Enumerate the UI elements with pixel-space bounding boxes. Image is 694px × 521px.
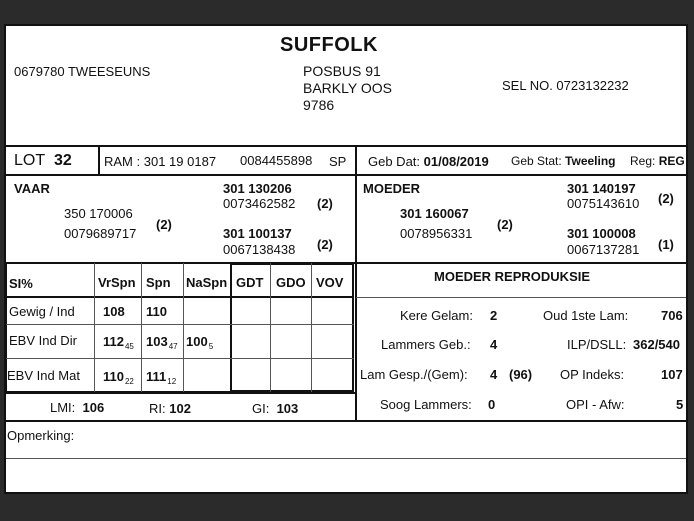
column-header-gdt: GDT (236, 275, 264, 290)
birth-status: Geb Stat: Tweeling (511, 154, 616, 168)
sire-grand-top-number: 301 130206 (223, 181, 292, 196)
dam-grand-bottom-flag: (1) (658, 237, 674, 252)
dam-grand-bottom-number: 301 100008 (567, 226, 636, 241)
sire-grand-bottom-id: 0067138438 (223, 242, 296, 257)
divider (6, 324, 354, 325)
lmi-index: LMI: 106 (50, 400, 105, 415)
ri-index: RI: 102 (149, 401, 191, 416)
lot-number: 32 (54, 152, 72, 169)
soog-value: 0 (488, 397, 496, 412)
row-label: EBV Ind Mat (7, 368, 80, 383)
column-header-vrspn: VrSpn (98, 275, 136, 290)
breed-title: SUFFOLK (280, 34, 378, 56)
cell-vrspn-count: 45 (124, 342, 134, 351)
divider (6, 420, 686, 422)
oud-lam-label: Oud 1ste Lam: (543, 308, 629, 323)
row-label: Gewig / Ind (9, 304, 75, 319)
lot-card (4, 24, 688, 494)
ilp-label: ILP/DSLL: (567, 337, 627, 352)
sire-grand-bottom-flag: (2) (317, 237, 333, 252)
divider (94, 263, 95, 392)
lot-label: LOT 32 (14, 152, 72, 169)
dam-number: 301 160067 (400, 206, 469, 221)
cell-vrspn: $112_{45}$ (103, 334, 134, 351)
sire-number: 350 170006 (64, 206, 133, 221)
birth-date: Geb Dat: 01/08/2019 (368, 154, 489, 169)
opi-value: 5 (676, 397, 684, 412)
registration: Reg: REG (630, 154, 685, 168)
cell-spn-count: 47 (168, 342, 178, 351)
soog-label: Soog Lammers: (380, 397, 472, 412)
cell-spn: $103_{47}$ (146, 334, 178, 351)
owner-name: 0679780 TWEESEUNS (14, 64, 151, 79)
ram-number: 301 19 0187 (143, 154, 217, 169)
dam-id: 0078956331 (400, 226, 473, 241)
op-indeks-label: OP Indeks: (560, 367, 625, 382)
column-header-spn: Spn (146, 275, 171, 290)
sp-label: SP (329, 154, 347, 169)
lammers-geb-value: 4 (490, 337, 498, 352)
cell-naspn-count: 5 (208, 342, 214, 351)
lam-gesp-label: Lam Gesp./(Gem): (360, 367, 468, 382)
ram-id: 0084455898 (240, 153, 313, 168)
kere-gelam-value: 2 (490, 308, 498, 323)
lammers-geb-label: Lammers Geb.: (381, 337, 471, 352)
lam-gesp-average: (96) (509, 367, 533, 382)
sire-id: 0079689717 (64, 226, 137, 241)
divider (311, 263, 312, 392)
divider (6, 358, 354, 359)
sire-grand-bottom-number: 301 100137 (223, 226, 292, 241)
divider (6, 145, 686, 147)
divider (355, 145, 357, 262)
column-header-gdo: GDO (276, 275, 306, 290)
sire-grand-top-id: 0073462582 (223, 196, 296, 211)
address-line-2: BARKLY OOS (303, 80, 392, 96)
address-line-1: POSBUS 91 (303, 63, 381, 79)
ilp-value: 362/540 (633, 337, 680, 352)
dam-grand-bottom-id: 0067137281 (567, 242, 640, 257)
column-header-naspn: NaSpn (186, 275, 228, 290)
divider (355, 262, 357, 421)
cell-vrspn-count: 22 (124, 377, 134, 386)
cell-naspn: $100_5$ (186, 334, 214, 351)
dam-grand-top-number: 301 140197 (567, 181, 636, 196)
divider (6, 458, 686, 459)
sel-number: SEL NO. 0723132232 (502, 78, 629, 93)
dam-flag: (2) (497, 217, 513, 232)
lam-gesp-value: 4 (490, 367, 498, 382)
column-header-si: SI% (9, 276, 33, 291)
cell-vrspn: 108 (103, 304, 125, 319)
divider (98, 145, 100, 175)
divider (141, 263, 142, 392)
dam-label: MOEDER (363, 181, 421, 196)
row-label: EBV Ind Dir (9, 333, 77, 348)
oud-lam-value: 706 (661, 308, 683, 323)
divider (270, 263, 271, 392)
divider (6, 392, 356, 394)
cell-spn: 110 (146, 304, 167, 319)
kere-gelam-label: Kere Gelam: (400, 308, 473, 323)
divider (6, 296, 354, 298)
dam-grand-top-flag: (2) (658, 191, 674, 206)
sire-flag: (2) (156, 217, 172, 232)
opi-label: OPI - Afw: (566, 397, 625, 412)
op-indeks-value: 107 (661, 367, 683, 382)
sire-grand-top-flag: (2) (317, 196, 333, 211)
divider (356, 297, 686, 298)
remarks-label: Opmerking: (7, 428, 75, 443)
gi-index: GI: 103 (252, 401, 299, 416)
sire-label: VAAR (14, 181, 50, 196)
cell-spn: $111_{12}$ (146, 369, 177, 386)
divider (6, 174, 686, 176)
dam-grand-top-id: 0075143610 (567, 196, 640, 211)
divider (183, 263, 184, 392)
cell-spn-count: 12 (167, 377, 177, 386)
address-line-3: 9786 (303, 97, 335, 113)
column-header-vov: VOV (316, 275, 344, 290)
ram-info: RAM : 301 19 0187 (104, 154, 217, 169)
cell-vrspn: $110_{22}$ (103, 369, 134, 386)
reproduction-title: MOEDER REPRODUKSIE (434, 269, 591, 284)
